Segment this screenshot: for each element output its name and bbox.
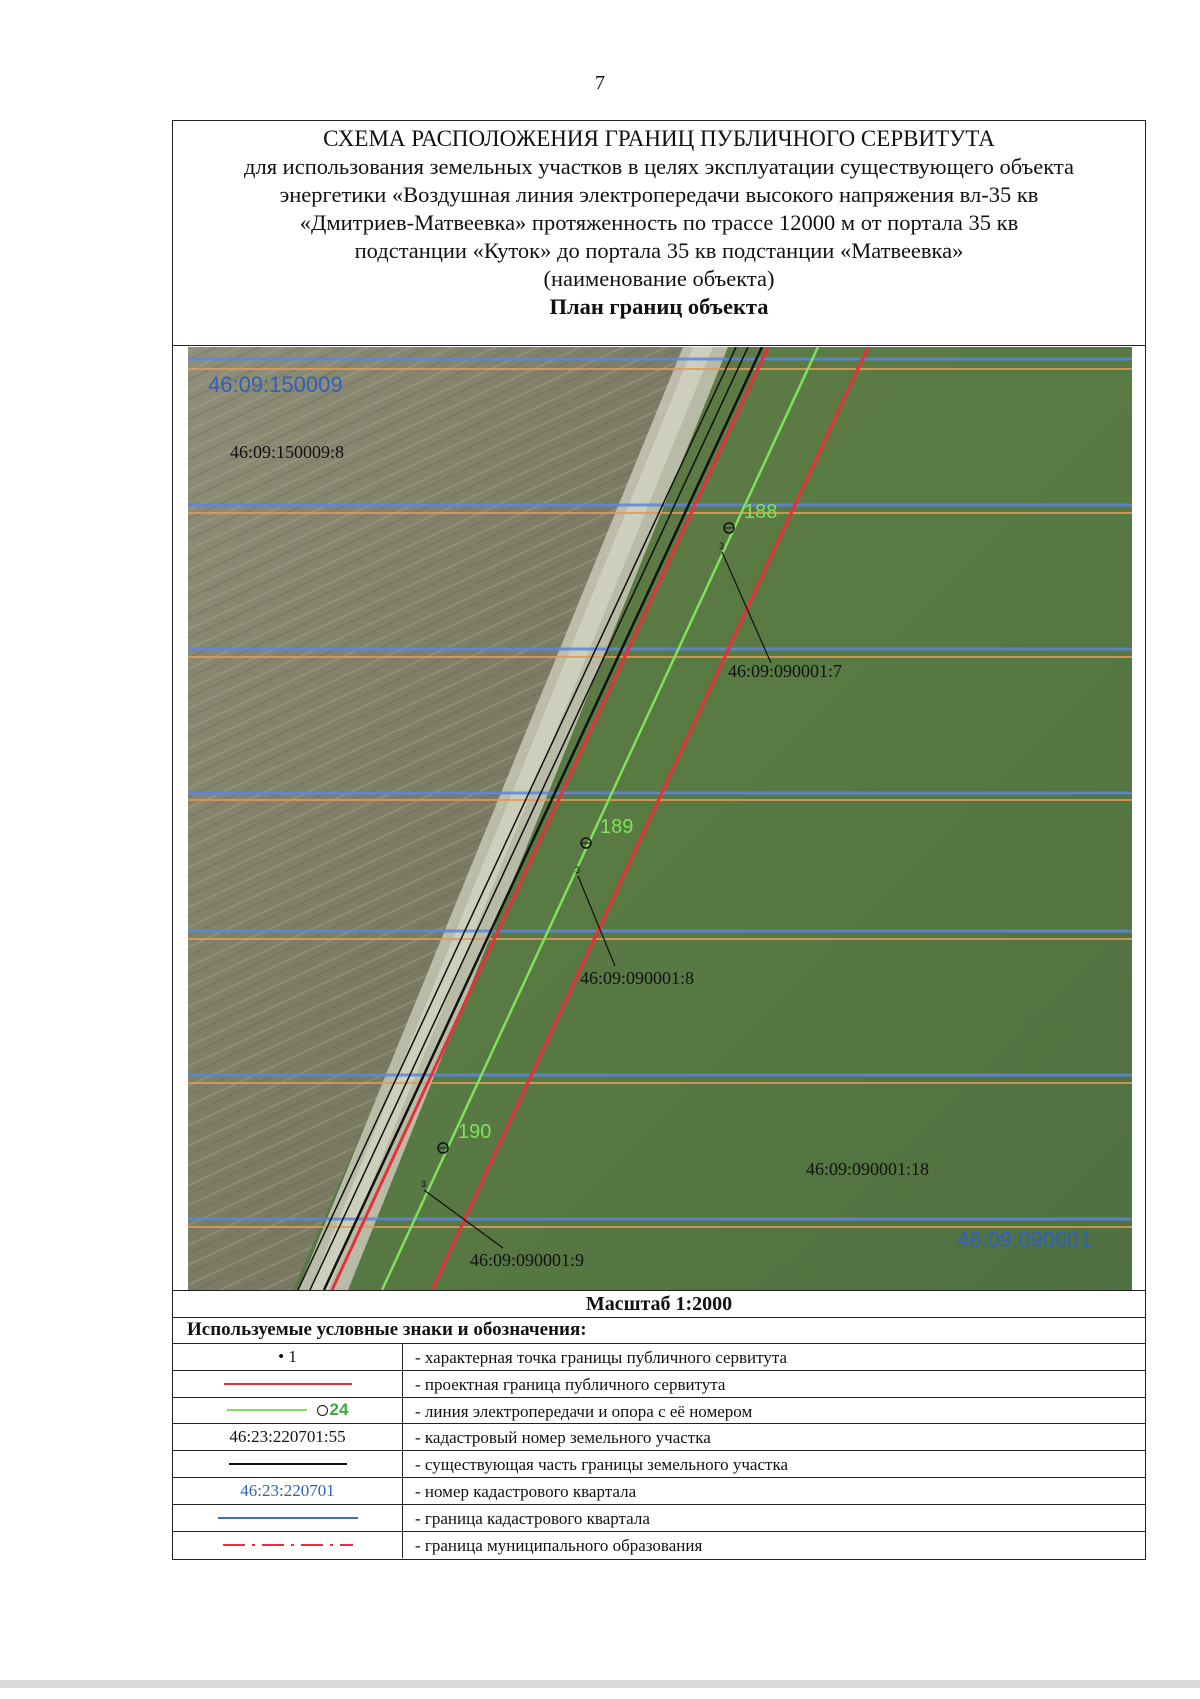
legend-symbol-existing-boundary	[173, 1451, 403, 1477]
legend-symbol-quarter-number	[173, 1478, 403, 1504]
legend-row-powerline	[173, 1398, 1145, 1425]
green-line-symbol	[227, 1409, 307, 1411]
legend-row-quarter-number	[173, 1478, 1145, 1505]
object-name-caption: (наименование объекта)	[543, 266, 775, 291]
parcel-label-150009-8: 46:09:150009:8	[230, 442, 345, 462]
legend-row-parcel-number	[173, 1424, 1145, 1451]
point-symbol-text: • 1	[278, 1346, 297, 1366]
svg-text:189: 189	[600, 816, 634, 838]
svg-text:3: 3	[575, 865, 581, 875]
legend-desc-servitude: - проектная граница публичного сервитута	[415, 1374, 726, 1394]
svg-text:3: 3	[421, 1179, 427, 1189]
page-number: 7	[595, 72, 605, 94]
black-line-symbol	[229, 1463, 347, 1465]
aerial-map	[188, 347, 1132, 1290]
pole-symbol-icon	[317, 1405, 328, 1416]
quarter-label-090001: 46:09:090001	[957, 1227, 1092, 1252]
red-line-symbol	[224, 1383, 352, 1385]
legend-desc-existing-boundary: - существующая часть границы земельного участка	[415, 1455, 788, 1475]
parcel-number-sample: 46:23:220701:55	[229, 1427, 346, 1447]
legend-row-quarter-boundary	[173, 1505, 1145, 1532]
scheme-header	[173, 121, 1145, 346]
legend-desc-parcel-number: - кадастровый номер земельного участка	[415, 1428, 711, 1448]
legend-desc-quarter-boundary: - граница кадастрового квартала	[415, 1508, 650, 1528]
svg-text:188: 188	[744, 501, 778, 523]
legend-desc-powerline: - линия электропередачи и опора с её номером	[415, 1401, 753, 1421]
legend-title: Используемые условные знаки и обозначения:	[173, 1318, 1145, 1344]
parcel-label-090001-18: 46:09:090001:18	[806, 1159, 930, 1179]
pole-number-sample: 24	[329, 1400, 349, 1420]
svg-text:3: 3	[719, 541, 725, 551]
svg-text:190: 190	[458, 1121, 492, 1143]
blue-line-symbol	[218, 1517, 358, 1519]
scheme-title: СХЕМА РАСПОЛОЖЕНИЯ ГРАНИЦ ПУБЛИЧНОГО СЕРВИТУТА	[323, 126, 995, 151]
object-description-line-1: для использования земельных участков в целях эксплуатации существующего объекта	[244, 154, 1074, 179]
legend-symbol-point	[173, 1344, 403, 1370]
object-description-line-4: подстанции «Куток» до портала 35 кв подстанции «Матвеевка»	[354, 238, 964, 263]
legend-row-point	[173, 1344, 1145, 1371]
legend-symbol-powerline	[173, 1398, 403, 1424]
plan-subtitle: План границ объекта	[549, 294, 769, 319]
scan-edge	[0, 1680, 1200, 1688]
quarter-number-sample: 46:23:220701	[240, 1480, 335, 1500]
legend-table	[173, 1344, 1145, 1558]
legend-row-existing-boundary	[173, 1451, 1145, 1478]
legend-desc-quarter-number: - номер кадастрового квартала	[415, 1481, 637, 1501]
parcel-label-090001-9: 46:09:090001:9	[470, 1250, 585, 1270]
object-description-line-2: энергетики «Воздушная линия электропередачи высокого напряжения вл-35 кв	[279, 182, 1039, 207]
scheme-frame	[172, 120, 1146, 1560]
legend-desc-point: - характерная точка границы публичного сервитута	[415, 1348, 788, 1367]
legend-symbol-servitude	[173, 1371, 403, 1397]
legend-desc-municipal-boundary: - граница муниципального образования	[415, 1535, 703, 1555]
object-description-line-3: «Дмитриев-Матвеевка» протяженность по трассе 12000 м от портала 35 кв	[299, 210, 1019, 235]
dash-dot-line-symbol	[223, 1541, 353, 1549]
legend-row-servitude	[173, 1371, 1145, 1398]
quarter-label-150009: 46:09:150009	[208, 372, 343, 397]
legend-symbol-parcel-number	[173, 1424, 403, 1450]
legend-row-municipal-boundary	[173, 1532, 1145, 1559]
legend-symbol-municipal-boundary	[173, 1532, 403, 1559]
parcel-label-090001-8: 46:09:090001:8	[580, 968, 695, 988]
legend-symbol-quarter-boundary	[173, 1505, 403, 1531]
map-scale: Масштаб 1:2000	[173, 1290, 1145, 1318]
parcel-label-090001-7: 46:09:090001:7	[728, 661, 843, 681]
